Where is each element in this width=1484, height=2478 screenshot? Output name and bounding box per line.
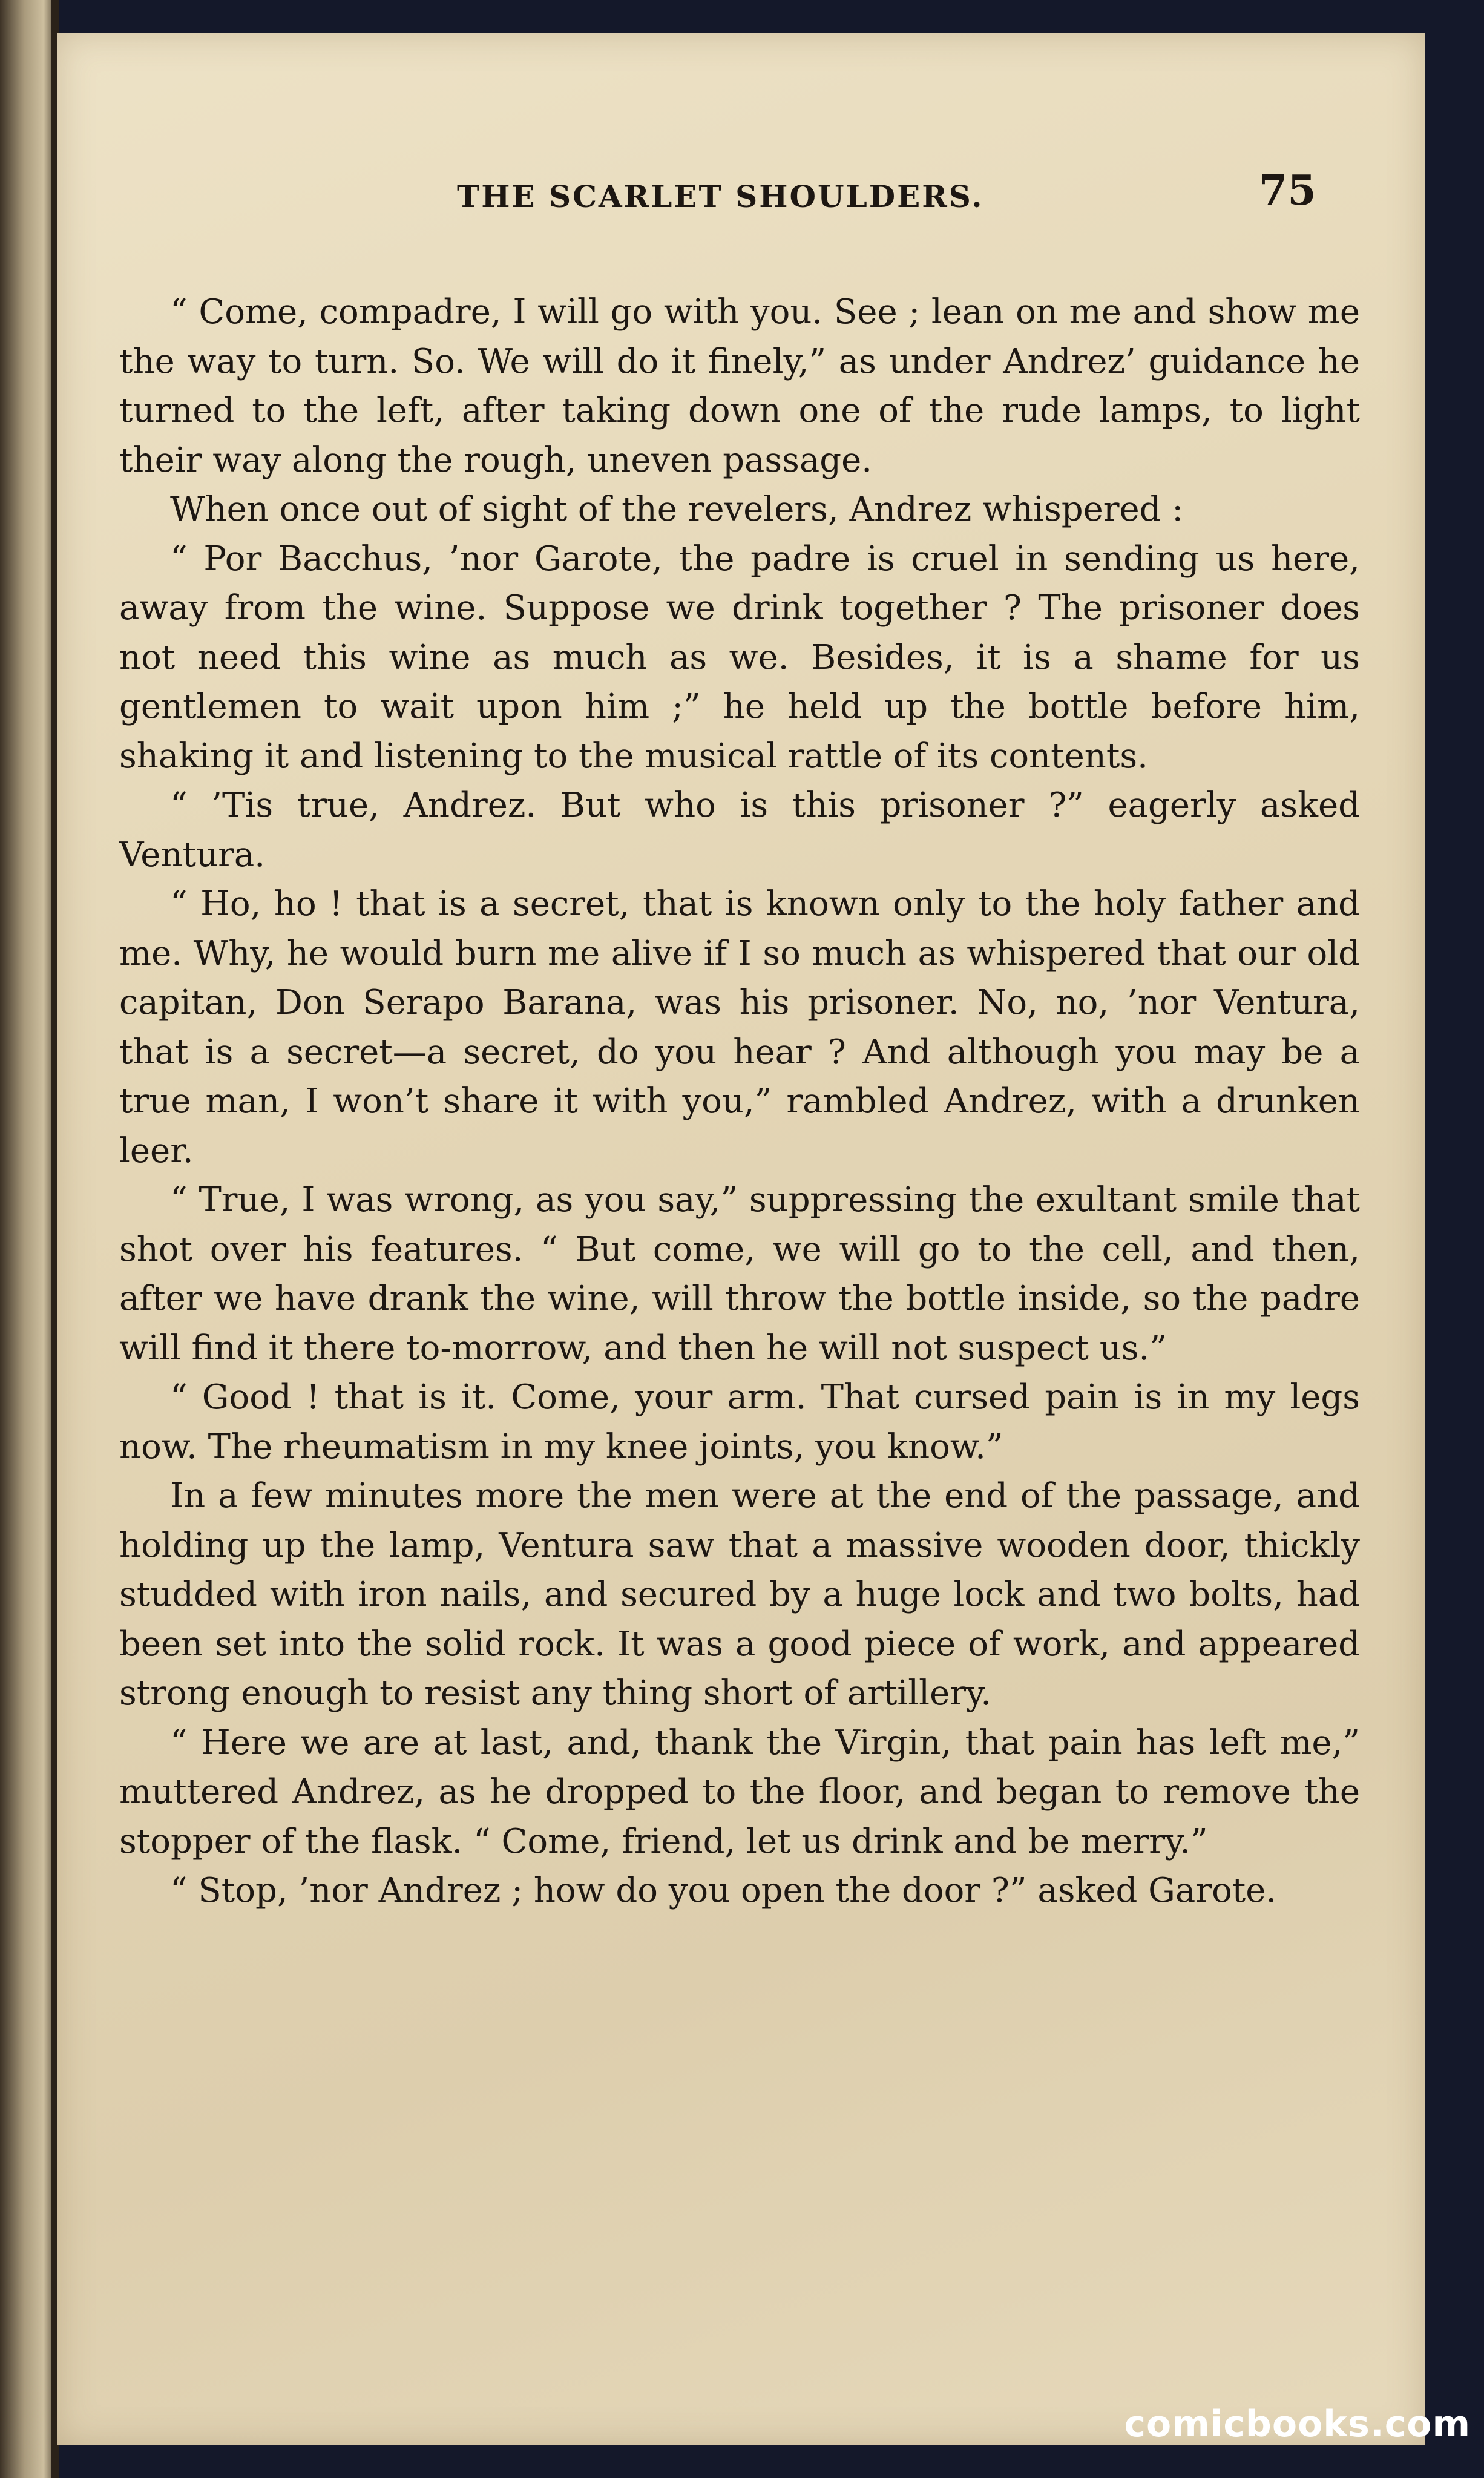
- paragraph-7: “ Good ! that is it. Come, your arm. That cursed pain is in my legs now. The rheumatism in my knee joints, you know.”: [119, 1378, 1360, 1467]
- paragraph-3: “ Por Bacchus, ’nor Garote, the padre is cruel in sending us here, away from the wine. Suppose we drink together ? The prisoner does not need this wine as much as we. Besides, it is a shame for us gentlemen to wait upon him ;” he held up the bottle before him, shaking it and listening to the musical rattle of its contents.: [119, 539, 1360, 776]
- page-number: 75: [1259, 166, 1316, 215]
- paragraph-4: “ ’Tis true, Andrez. But who is this prisoner ?” eagerly asked Ventura.: [119, 786, 1360, 875]
- watermark-logo: comicbooks.com: [1124, 2403, 1471, 2445]
- running-head: [57, 166, 1425, 227]
- paragraph-2: When once out of sight of the revelers, Andrez whispered :: [170, 490, 1184, 529]
- left-page-edge: [0, 0, 54, 2478]
- paragraph-8: In a few minutes more the men were at the end of the passage, and holding up the lamp, Ventura saw that a massive wooden door, thickly studded with iron nails, and secured by a huge lock and two bolts, had been set into the solid rock. It was a good piece of work, and appeared strong enough to resist any thing short of artillery.: [119, 1476, 1360, 1713]
- paragraph-6: “ True, I was wrong, as you say,” suppressing the exultant smile that shot over his features. “ But come, we will go to the cell, and then, after we have drank the wine, will throw the bottle inside, so the padre will find it there to-morrow, and then he will not suspect us.”: [119, 1180, 1360, 1368]
- paragraph-9: “ Here we are at last, and, thank the Virgin, that pain has left me,” muttered Andrez, as he dropped to the floor, and began to remove the stopper of the flask. “ Come, friend, let us drink and be merry.”: [119, 1723, 1360, 1861]
- running-title: THE SCARLET SHOULDERS.: [457, 179, 984, 214]
- body-text: [119, 288, 1360, 1916]
- paragraph-1: “ Come, compadre, I will go with you. See ; lean on me and show me the way to turn. So. We will do it finely,” as under Andrez’ guidance he turned to the left, after taking down one of the rude lamps, to light their way along the rough, uneven passage.: [119, 292, 1360, 480]
- paragraph-5: “ Ho, ho ! that is a secret, that is known only to the holy father and me. Why, he would burn me alive if I so much as whispered that our old capitan, Don Serapo Barana, was his prisoner. No, no, ’nor Ventura, that is a secret—a secret, do you hear ? And although you may be a true man, I won’t share it with you,” rambled Andrez, with a drunken leer.: [119, 884, 1360, 1171]
- book-page: [57, 33, 1425, 2445]
- paragraph-10: “ Stop, ’nor Andrez ; how do you open the door ?” asked Garote.: [170, 1871, 1277, 1910]
